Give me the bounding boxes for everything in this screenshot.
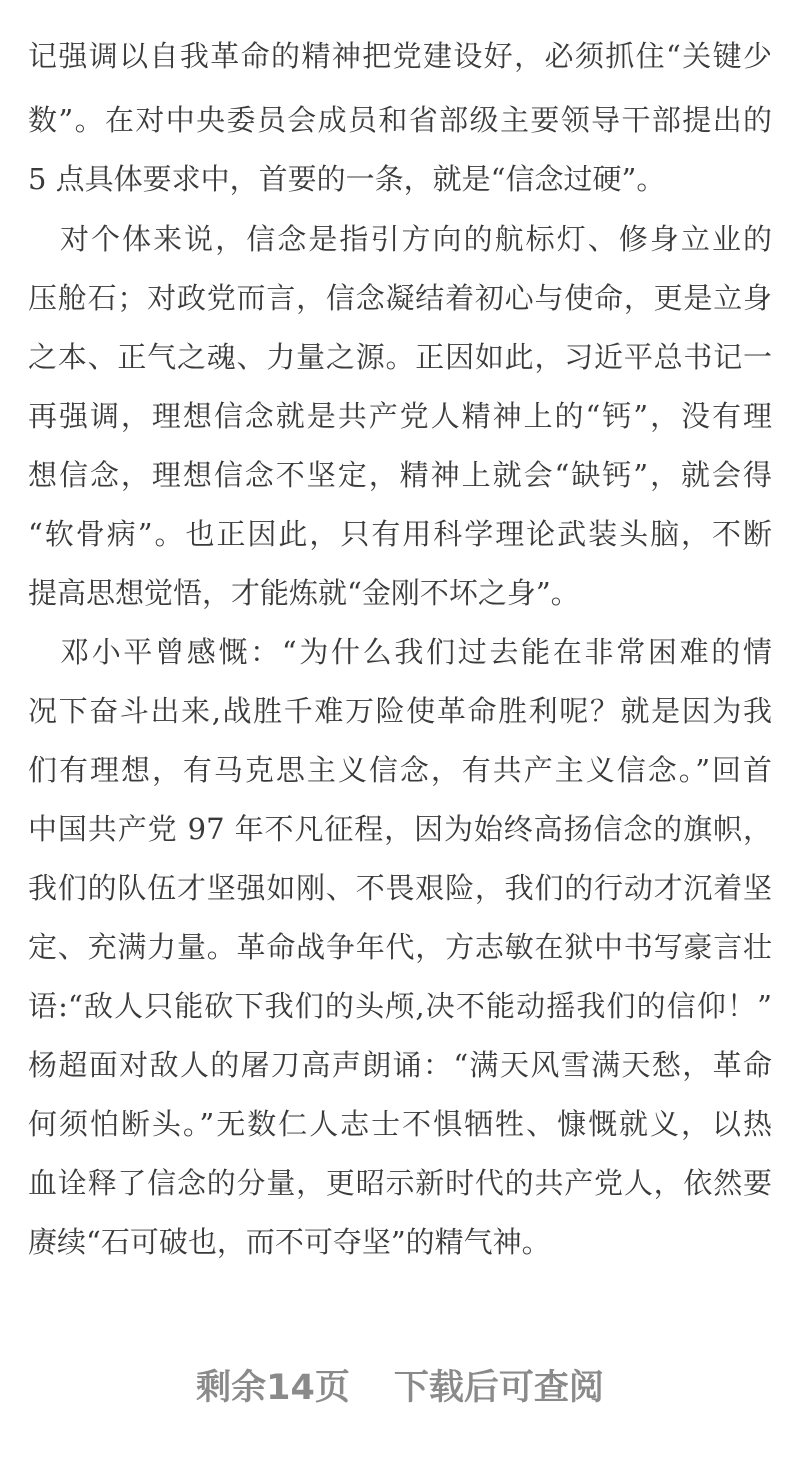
text-line: 赓续“石可破也，而不可夺坚”的精气神。	[28, 1225, 551, 1259]
text-line: 记强调以自我革命的精神把党建设好，必须抓住“关键少	[28, 39, 772, 73]
text-line: 提高思想觉悟，才能炼就“金刚不坏之身”。	[28, 576, 580, 610]
text-line: 语:“敌人只能砍下我们的头颅,决不能动摇我们的信仰！”	[28, 989, 772, 1023]
text-line: 想信念，理想信念不坚定，精神上就会“缺钙”，就会得	[28, 458, 772, 492]
paragraph-first-line: 邓小平曾感慨：“为什么我们过去能在非常困难的情	[60, 635, 772, 669]
text-line: 们有理想，有马克思主义信念，有共产主义信念。”回首	[28, 753, 772, 787]
text-line: 再强调，理想信念就是共产党人精神上的“钙”，没有理	[28, 399, 772, 433]
text-line: 数”。在对中央委员会成员和省部级主要领导干部提出的	[28, 103, 772, 137]
text-line: 杨超面对敌人的屠刀高声朗诵：“满天风雪满天愁，革命	[28, 1048, 772, 1082]
text-line: 之本、正气之魂、力量之源。正因如此，习近平总书记一	[28, 340, 772, 374]
text-line: 5 点具体要求中，首要的一条，就是“信念过硬”。	[28, 162, 666, 196]
download-prompt[interactable]	[0, 1364, 800, 1412]
text-line: “软骨病”。也正因此，只有用科学理论武装头脑，不断	[28, 517, 772, 551]
text-line: 况下奋斗出来,战胜千难万险使革命胜利呢？就是因为我	[28, 694, 772, 728]
text-line: 压舱石；对政党而言，信念凝结着初心与使命，更是立身	[28, 281, 772, 315]
text-line: 何须怕断头。”无数仁人志士不惧牺牲、慷慨就义，以热	[28, 1107, 772, 1141]
text-line: 定、充满力量。革命战争年代，方志敏在狱中书写豪言壮	[28, 930, 772, 964]
paragraph-first-line: 对个体来说，信念是指引方向的航标灯、修身立业的	[60, 222, 772, 256]
text-line: 我们的队伍才坚强如刚、不畏艰险，我们的行动才沉着坚	[28, 871, 772, 905]
remaining-pages-label: 剩余14页	[196, 1368, 350, 1408]
text-line: 血诠释了信念的分量，更昭示新时代的共产党人，依然要	[28, 1166, 772, 1200]
text-line: 中国共产党 97 年不凡征程，因为始终高扬信念的旗帜，	[28, 812, 772, 846]
download-to-view-label[interactable]: 下载后可查阅	[393, 1368, 604, 1408]
